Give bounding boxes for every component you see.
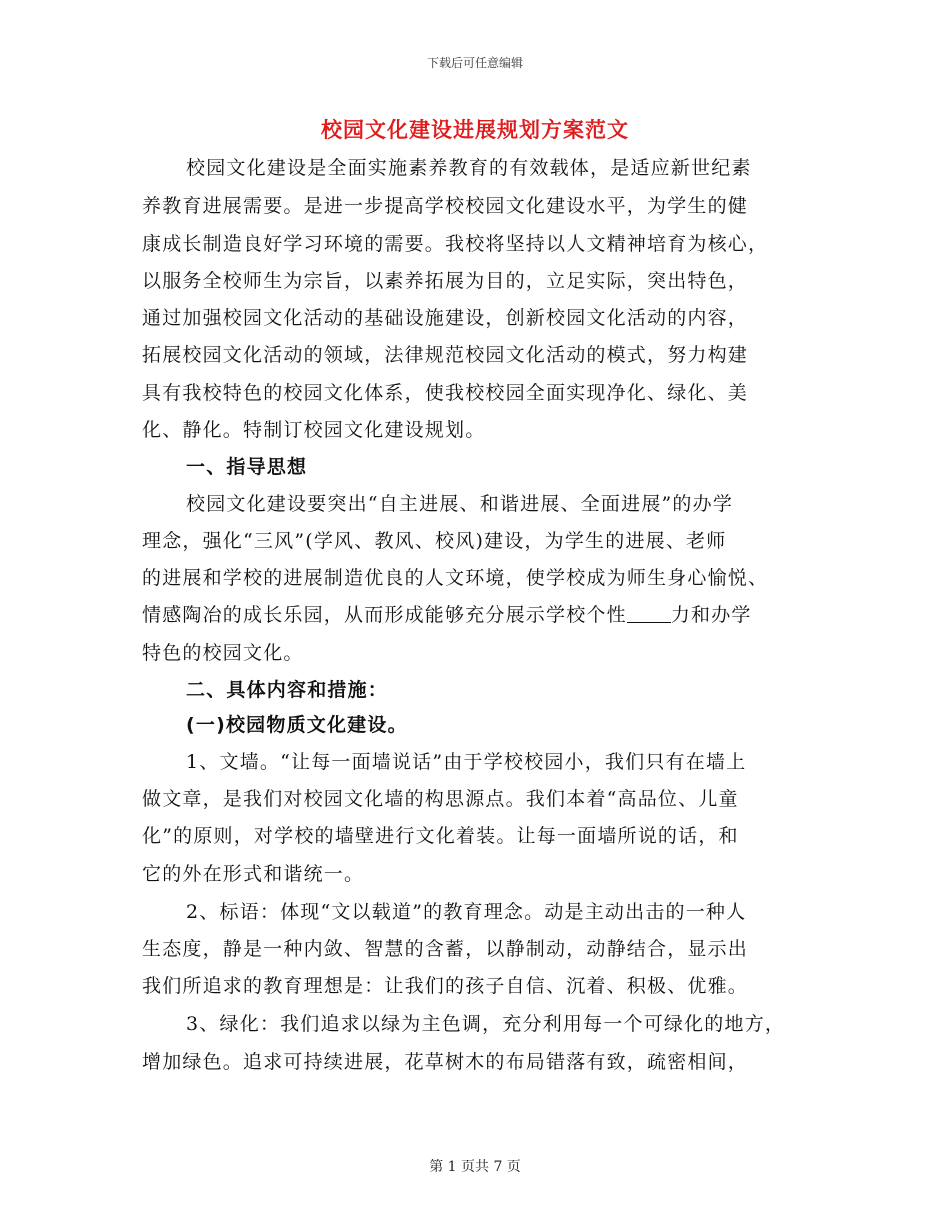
- blank-underline: [627, 604, 671, 623]
- section1-line: 理念，强化“三风”(学风、教风、校风)建设，为学生的进展、老师: [142, 530, 727, 552]
- section1-line-text: 力和办学: [670, 604, 752, 626]
- section1-line: [142, 603, 752, 627]
- item2-line: 我们所追求的教育理想是：让我们的孩子自信、沉着、积极、优雅。: [142, 975, 749, 997]
- intro-line: 拓展校园文化活动的领域，法律规范校园文化活动的模式，努力构建: [142, 344, 749, 366]
- section1-line: 的进展和学校的进展制造优良的人文环境，使学校成为师生身心愉悦、: [142, 567, 769, 589]
- section1-line: 特色的校园文化。: [142, 642, 304, 664]
- intro-line: 校园文化建设是全面实施素养教育的有效载体，是适应新世纪素: [186, 157, 752, 179]
- intro-line: 养教育进展需要。是进一步提高学校校园文化建设水平，为学生的健: [142, 195, 749, 217]
- intro-line: 通过加强校园文化活动的基础设施建设，创新校园文化活动的内容，: [142, 307, 749, 329]
- item3-line: 3、绿化：我们追求以绿为主色调，充分利用每一个可绿化的地方，: [186, 1013, 786, 1035]
- page-indicator: 第 1 页共 7 页: [429, 1159, 521, 1175]
- header-note: 下载后可任意编辑: [426, 56, 523, 70]
- intro-line: 康成长制造良好学习环境的需要。我校将坚持以人文精神培育为核心，: [142, 233, 769, 255]
- item3-line: 增加绿色。追求可持续进展，花草树木的布局错落有致，疏密相间，: [142, 1051, 749, 1073]
- subsection-heading: (一)校园物质文化建设。: [186, 714, 408, 736]
- section1-line: 校园文化建设要突出“自主进展、和谐进展、全面进展”的办学: [186, 493, 734, 515]
- item1-line: 1、文墙。“让每一面墙说话”由于学校校园小，我们只有在墙上: [186, 751, 747, 773]
- item1-line: 化”的原则，对学校的墙壁进行文化着装。让每一面墙所说的话，和: [142, 825, 739, 847]
- section-heading: 二、具体内容和措施：: [186, 679, 389, 701]
- item1-line: 它的外在形式和谐统一。: [142, 863, 365, 885]
- intro-line: 以服务全校师生为宗旨，以素养拓展为目的，立足实际，突出特色，: [142, 270, 749, 292]
- item2-line: 生态度，静是一种内敛、智慧的含蓄，以静制动，动静结合，显示出: [142, 938, 749, 960]
- item2-line: 2、标语：体现“文以载道”的教育理念。动是主动出击的一种人: [186, 901, 747, 923]
- intro-line: 化、静化。特制订校园文化建设规划。: [142, 419, 486, 441]
- item1-line: 做文章，是我们对校园文化墙的构思源点。我们本着“高品位、儿童: [142, 788, 739, 810]
- document-title: 校园文化建设进展规划方案范文: [321, 117, 629, 142]
- section1-line-text: 情感陶冶的成长乐园，从而形成能够充分展示学校个性: [142, 604, 627, 626]
- intro-line: 具有我校特色的校园文化体系，使我校校园全面实现净化、绿化、美: [142, 382, 749, 404]
- section-heading: 一、指导思想: [186, 456, 308, 478]
